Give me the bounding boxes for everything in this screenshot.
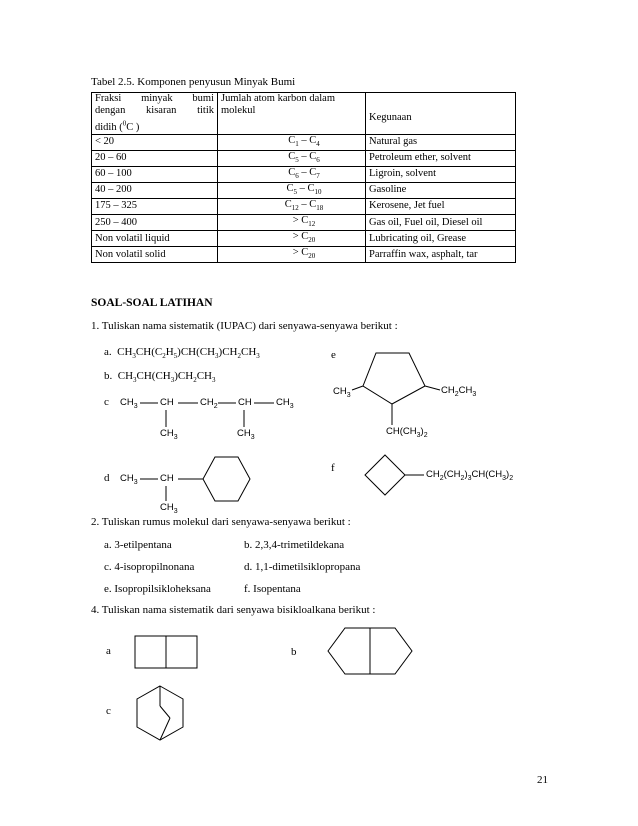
cell-usage: Lubricating oil, Grease [366, 231, 516, 247]
cell-range: 20 – 60 [92, 150, 218, 166]
page-number: 21 [537, 774, 548, 786]
cell-carbon: $C_5 - C_{10}$ [218, 182, 366, 198]
cell-usage: Petroleum ether, solvent [366, 150, 516, 166]
q1-c-ch3-branch-1: $CH_3$ [160, 428, 178, 441]
q1-c-ch-2: CH [238, 397, 252, 408]
q1-f-cyclobutane [365, 455, 405, 495]
cell-range: 175 – 325 [92, 198, 218, 214]
q4-b-ring-left [328, 628, 370, 674]
cell-range: 250 – 400 [92, 214, 218, 230]
q1-e-bond-ethyl [425, 386, 440, 390]
q2-item-c: c. 4-isopropilnonana [104, 561, 195, 573]
header-fraction: Fraksi minyak bumi dengan kisaran titik didih ($^0$C ) [92, 93, 218, 135]
q1-d-ch: CH [160, 473, 174, 484]
q1-f-substituent: $CH_2(CH_2)_3CH(CH_3)_2$ [426, 469, 514, 482]
q1-a: a. $CH_3CH(C_2H_5)CH(CH_3)CH_2CH_3$ [104, 346, 260, 361]
q2-item-d: d. 1,1-dimetilsiklopropana [244, 561, 361, 573]
q1-e-isopropyl: $CH(CH_3)_2$ [386, 426, 428, 439]
q1-c-ch3-branch-2: $CH_3$ [237, 428, 255, 441]
q4-b-label: b [291, 646, 297, 658]
cell-carbon: $C_{12} - C_{18}$ [218, 198, 366, 214]
q2-item-f: f. Isopentana [244, 583, 301, 595]
header-usage: Kegunaan [366, 93, 516, 135]
q1-c-ch3-right: $CH_3$ [276, 397, 294, 410]
q4-b-ring-right [370, 628, 412, 674]
q1-e-ch3: $CH_3$ [333, 386, 351, 399]
q1-c-ch3-left: $CH_3$ [120, 397, 138, 410]
cell-usage: Kerosene, Jet fuel [366, 198, 516, 214]
cell-usage: Gas oil, Fuel oil, Diesel oil [366, 214, 516, 230]
cell-usage: Ligroin, solvent [366, 166, 516, 182]
cell-carbon: > $C_{12}$ [218, 214, 366, 230]
q1-e-label: e [331, 349, 336, 361]
cell-usage: Gasoline [366, 182, 516, 198]
cell-range: Non volatil solid [92, 247, 218, 263]
question-4: 4. Tuliskan nama sistematik dari senyawa bisikloalkana berikut : [91, 604, 376, 616]
question-2: 2. Tuliskan rumus molekul dari senyawa-senyawa berikut : [91, 516, 351, 528]
q4-c-label: c [106, 705, 111, 717]
q4-b-ring-left-dummy [331, 629, 371, 673]
cell-range: Non volatil liquid [92, 231, 218, 247]
cell-carbon: > $C_{20}$ [218, 231, 366, 247]
q1-e-cyclopentane [363, 353, 425, 404]
cell-range: 60 – 100 [92, 166, 218, 182]
q2-item-a: a. 3-etilpentana [104, 539, 172, 551]
q1-e-bond-ch3 [352, 386, 363, 390]
q1-d-label: d [104, 472, 110, 484]
q1-c-label: c [104, 396, 109, 408]
q1-d-ch3: $CH_3$ [120, 473, 138, 486]
question-1: 1. Tuliskan nama sistematik (IUPAC) dari senyawa-senyawa berikut : [91, 320, 398, 332]
cell-carbon: $C_5 - C_6$ [218, 150, 366, 166]
q1-e-cyclopentane-dummy [378, 354, 414, 398]
section-title: SOAL-SOAL LATIHAN [91, 297, 213, 309]
q1-f-label: f [331, 462, 335, 474]
q1-b: b. $CH_3CH(CH_3)CH_2CH_3$ [104, 370, 216, 385]
cell-range: < 20 [92, 134, 218, 150]
table-caption: Tabel 2.5. Komponen penyusun Minyak Bumi [91, 76, 296, 88]
q1-c-ch2: $CH_2$ [200, 397, 218, 410]
cell-usage: Parraffin wax, asphalt, tar [366, 247, 516, 263]
header-carbon-count: Jumlah atom karbon dalam molekul [218, 93, 366, 135]
cell-carbon: > $C_{20}$ [218, 247, 366, 263]
cell-range: 40 – 200 [92, 182, 218, 198]
q1-e-ethyl: $CH_2CH_3$ [441, 385, 477, 398]
cell-usage: Natural gas [366, 134, 516, 150]
cell-carbon: $C_1 - C_4$ [218, 134, 366, 150]
q2-item-b: b. 2,3,4-trimetildekana [244, 539, 345, 551]
q4-c-bridge-mid [160, 706, 170, 718]
q2-item-e: e. Isopropilsikloheksana [104, 583, 211, 595]
q1-d-cyclohexane [203, 457, 250, 501]
q1-d-ch3-branch: $CH_3$ [160, 502, 178, 515]
q1-c-ch-1: CH [160, 397, 174, 408]
q4-a-label: a [106, 645, 111, 657]
cell-carbon: $C_6 - C_7$ [218, 166, 366, 182]
